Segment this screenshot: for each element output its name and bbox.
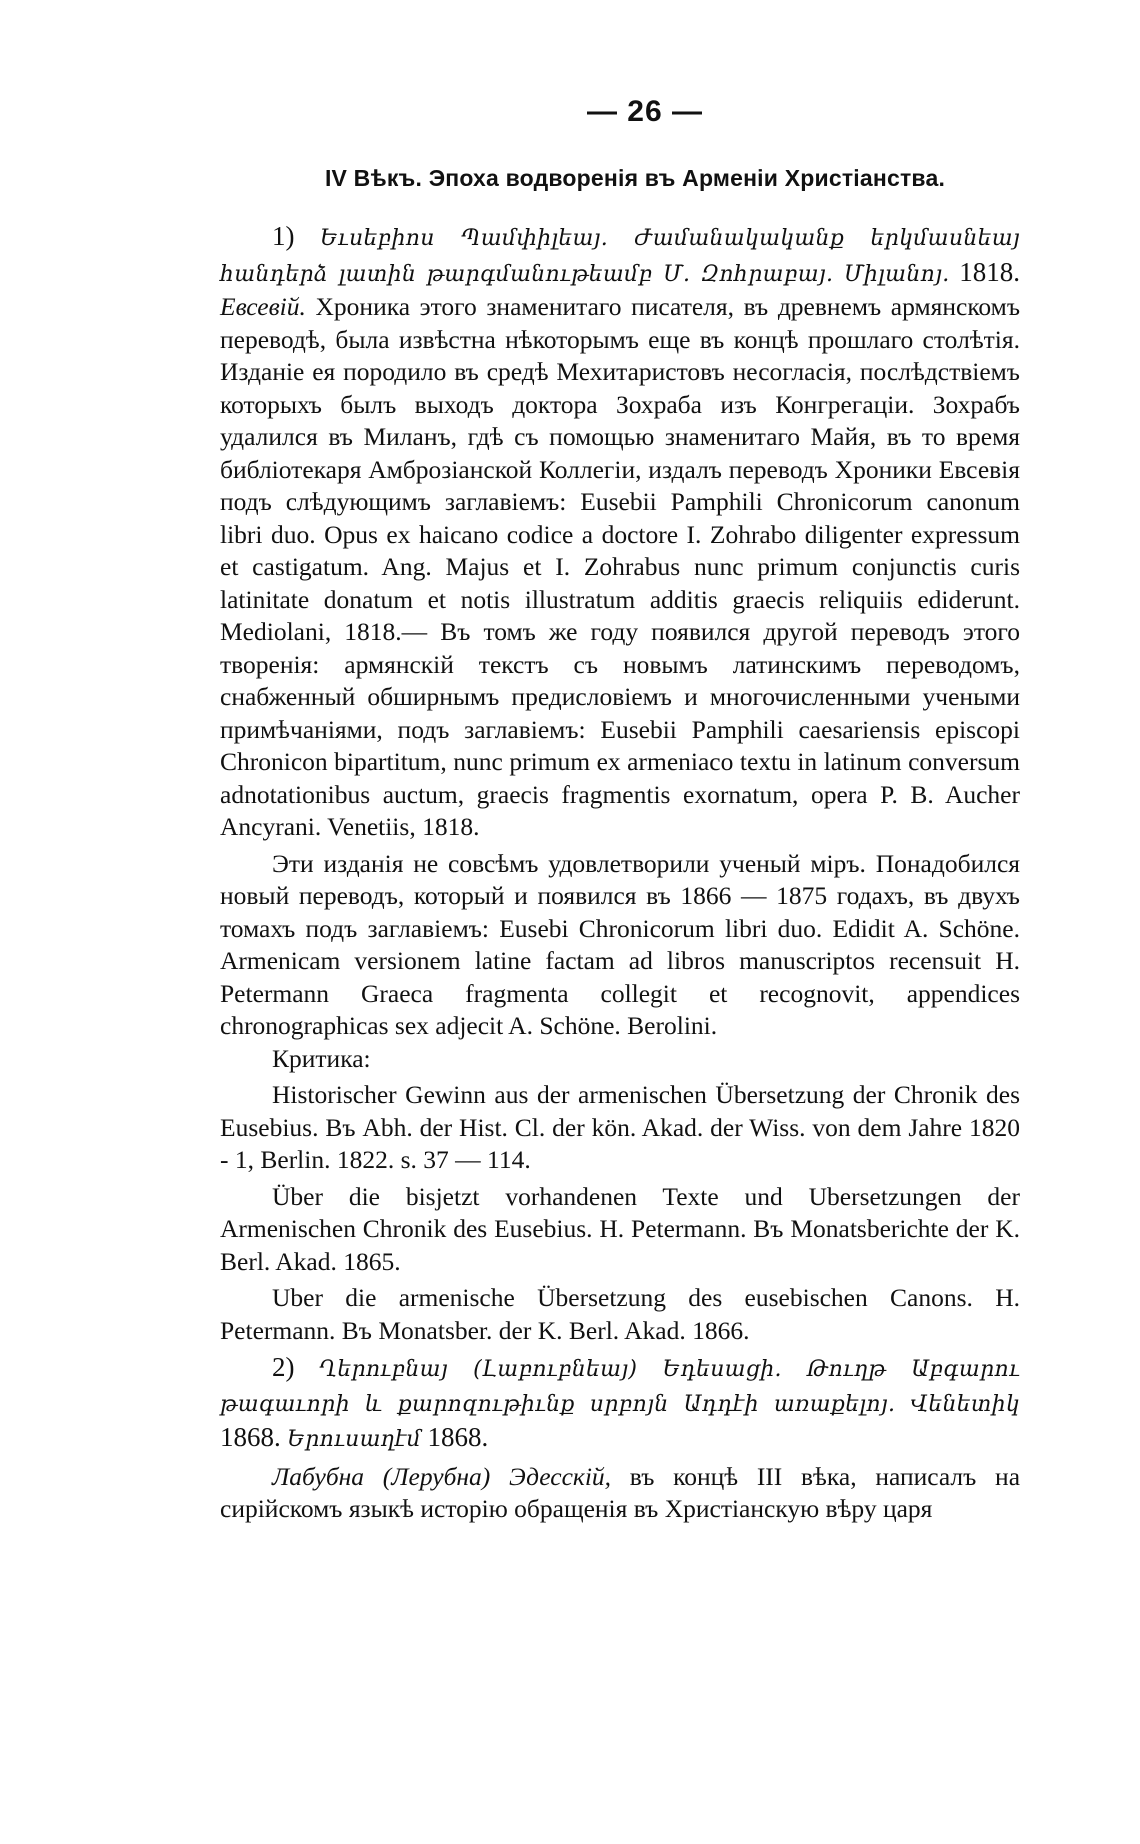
entry-2-year-1: 1868. xyxy=(220,1422,281,1452)
entry-1-armenian-title: Եւսեբիոս Պամփիլեայ. Ժամանակականք երկմասնեայ հանդերձ լատին թարգմանութեամբ Մ. Զոհրաբայ. Միլանոյ. xyxy=(220,226,1021,287)
entry-2-year-2: 1868. xyxy=(427,1422,489,1452)
entry-1-text-2: Въ томъ же году появился другой переводъ этого творенія: армянскій текстъ съ новымъ латинскимъ переводомъ, снабженный обширнымъ предисловіемъ и многочисленными учеными примѣчаніями, подъ заглавіемъ: xyxy=(220,617,1020,744)
entry-2-description xyxy=(220,1461,1020,1526)
document-page xyxy=(220,95,1020,1526)
entry-1 xyxy=(220,220,1020,844)
entry-1-author: Евсевій. xyxy=(220,292,306,321)
entry-1-latin-title-1: Eusebii Pamphili Chronicorum canonum libri duo. Opus ex haicano codice a doctore I. Zohrabo diligenter expressum et castigatum. Ang. Majus et I. Zohrabus nunc primum conjunctis curis latinitate donatum et notis illustratum additis graecis reliquiis ediderunt. Mediolani, 1818.— xyxy=(220,487,1021,646)
chapter-title: IV Вѣкъ. Эпоха водворенія въ Арменіи Христіанства. xyxy=(324,165,946,191)
page-number: — 26 — xyxy=(586,95,704,128)
entry-2-number: 2) xyxy=(272,1352,295,1382)
entry-2-armenian-place: Երուսաղէմ xyxy=(287,1427,422,1452)
entry-2-text: въ концѣ III вѣка, написалъ на сирійскомъ языкѣ исторію обращенія въ Христіанскую вѣру царя xyxy=(220,1461,1021,1523)
paragraph-2-text: Эти изданія не совсѣмъ удовлетворили ученый міръ. Понадобился новый переводъ, который и появился въ 1866 — 1875 годахъ, въ двухъ томахъ подъ заглавіемъ: xyxy=(220,848,1020,943)
entry-2-armenian-title: Ղերուբնայ (Լաբուբնեայ) Եդեսացի. Թուղթ Աբգարու թագաւորի և քարոզութիւնք սրբոյն Ադդէի առաքելոյ. Վենետիկ xyxy=(220,1357,1021,1417)
critique-label: Критика: xyxy=(272,1043,371,1073)
entry-2-author: Лабубна (Лерубна) Эдесскій, xyxy=(272,1461,612,1491)
paragraph-2 xyxy=(220,848,1020,1043)
critique-item-3: Uber die armenische Übersetzung des eusebischen Canons. H. Petermann. Въ Monatsber. der K. Berl. Akad. 1866. xyxy=(220,1283,1020,1345)
entry-1-text-1: Хроника этого знаменитаго писателя, въ древнемъ армянскомъ переводѣ, была извѣстна нѣкоторымъ еще въ концѣ прошлаго столѣтія. Изданіе ея породило въ средѣ Мехитаристовъ несогласія, послѣдствіемъ которыхъ былъ выходъ доктора Зохраба изъ Конгрегаціи. Зохрабъ удалился въ Миланъ, гдѣ съ помощью знаменитаго Майя, въ то время библіотекаря Амброзіанской Коллегіи, издалъ переводъ Хроники Евсевія подъ слѣдующимъ заглавіемъ: xyxy=(220,292,1021,516)
critique-item-2: Über die bisjetzt vorhandenen Texte und Ubersetzungen der Armenischen Chronik des Eusebius. H. Petermann. Въ Monatsberichte der K. Berl. Akad. 1865. xyxy=(220,1181,1020,1276)
paragraph-2-latin-title: Eusebi Chronicorum libri duo. Edidit A. Schöne. Armenicam versionem latine factam ad libros manuscriptos recensuit H. Petermann Graeca fragmenta collegit et recognovit, appendices chronographicas sex adjecit A. Schöne. Berolini. xyxy=(220,913,1021,1040)
critique-item-1: Historischer Gewinn aus der armenischen Übersetzung der Chronik des Eusebius. Въ Abh. der Hist. Cl. der kön. Akad. der Wiss. von dem Jahre 1820 - 1, Berlin. 1822. s. 37 — 114. xyxy=(220,1080,1020,1174)
entry-1-number: 1) xyxy=(272,221,295,251)
entry-2 xyxy=(220,1351,1020,1457)
entry-1-latin-title-2: Eusebii Pamphili caesariensis episcopi Chronicon bipartitum, nunc primum ex armeniaco textu in latinum conversum adnotationibus auctum, graecis fragmentis exornatum, opera P. B. Aucher Ancyrani. Venetiis, 1818. xyxy=(220,714,1021,841)
entry-1-armenian-year: 1818. xyxy=(959,256,1020,287)
